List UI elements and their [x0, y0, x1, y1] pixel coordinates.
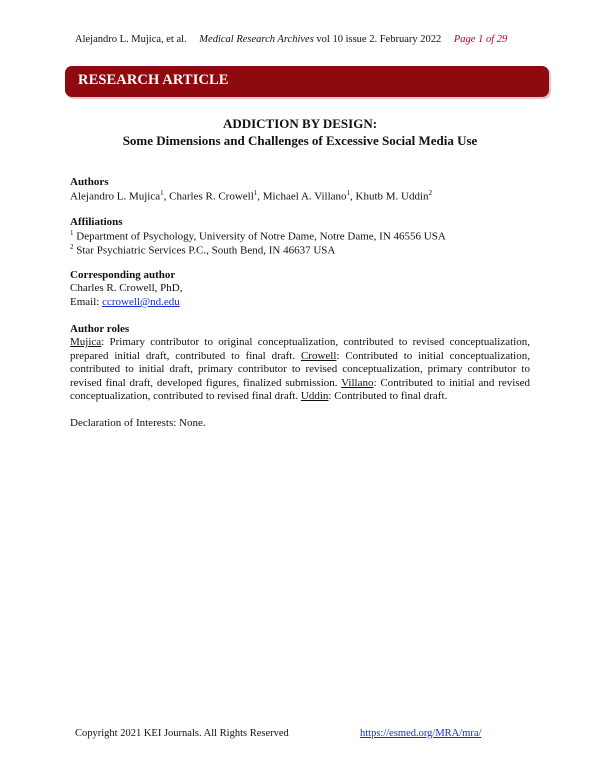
article-type-banner	[65, 66, 549, 97]
author-name: Alejandro L. Mujica	[70, 190, 161, 203]
header-author: Alejandro L. Mujica, et al.	[75, 34, 187, 45]
author-affiliation-mark: 1	[160, 189, 164, 197]
header-page-number: Page 1 of 29	[453, 34, 508, 45]
header-journal: Medical Research Archives	[199, 34, 314, 45]
role-author-name: Crowell	[300, 349, 337, 362]
footer-copyright: Copyright 2021 KEI Journals. All Rights Reserved	[75, 728, 289, 739]
author-separator: ,	[257, 190, 263, 203]
author-affiliation-mark: 1	[253, 189, 258, 197]
affiliation-item	[70, 243, 335, 257]
title-line-1: ADDICTION BY DESIGN:	[222, 116, 378, 131]
author-name: Michael A. Villano	[262, 190, 347, 203]
header-issue: vol 10 issue 2. February 2022	[316, 34, 442, 45]
affiliation-number: 1	[70, 229, 74, 237]
author-separator: ,	[163, 190, 170, 203]
role-description: : Contributed to initial and revised conceptualization, contributed to revised final draft.	[70, 376, 530, 402]
page-footer	[75, 728, 505, 739]
running-header	[75, 34, 535, 45]
author-separator: ,	[350, 190, 356, 203]
role-description: : Primary contributor to original conceptualization, contributed to revised conceptualization, prepared initial draft, contributed to final draft.	[70, 336, 530, 362]
declaration-of-interests: Declaration of Interests: None.	[70, 417, 206, 429]
email-link[interactable]: ccrowell@nd.edu	[102, 296, 180, 308]
author-roles-paragraph	[70, 336, 530, 404]
article-type-label: RESEARCH ARTICLE	[78, 72, 229, 88]
affiliation-text: Star Psychiatric Services P.C., South Bend, IN 46637 USA	[76, 244, 336, 257]
author-affiliation-mark: 1	[346, 189, 351, 197]
authors-heading: Authors	[70, 176, 109, 188]
author-affiliation-mark: 2	[428, 189, 433, 197]
author-name: Khutb M. Uddin	[355, 190, 429, 203]
affiliation-text: Department of Psychology, University of Notre Dame, Notre Dame, IN 46556 USA	[76, 230, 446, 243]
title-line-2: Some Dimensions and Challenges of Excessive Social Media Use	[122, 133, 478, 148]
footer-journal-link[interactable]: https://esmed.org/MRA/mra/	[360, 728, 482, 739]
email-label: Email:	[70, 296, 103, 308]
role-author-name: Uddin	[300, 390, 329, 402]
authors-list	[70, 189, 432, 203]
affiliation-number: 2	[70, 243, 74, 251]
author-name: Charles R. Crowell	[169, 190, 254, 203]
affiliations-heading: Affiliations	[70, 216, 123, 228]
author-roles-heading: Author roles	[70, 323, 130, 335]
article-title	[60, 115, 540, 149]
role-author-name: Villano	[341, 376, 374, 389]
role-description: : Contributed to final draft.	[328, 390, 448, 402]
role-description: : Contributed to initial conceptualization, contributed to initial draft, primary contributor to revised conceptualization, primary contributor to revised final draft, developed figures, finalized submission.	[70, 349, 530, 389]
corresponding-name: Charles R. Crowell, PhD,	[70, 282, 183, 294]
role-author-name: Mujica	[70, 336, 102, 348]
affiliation-item	[70, 229, 446, 243]
corresponding-email-line	[70, 296, 180, 308]
corresponding-heading: Corresponding author	[70, 269, 176, 281]
